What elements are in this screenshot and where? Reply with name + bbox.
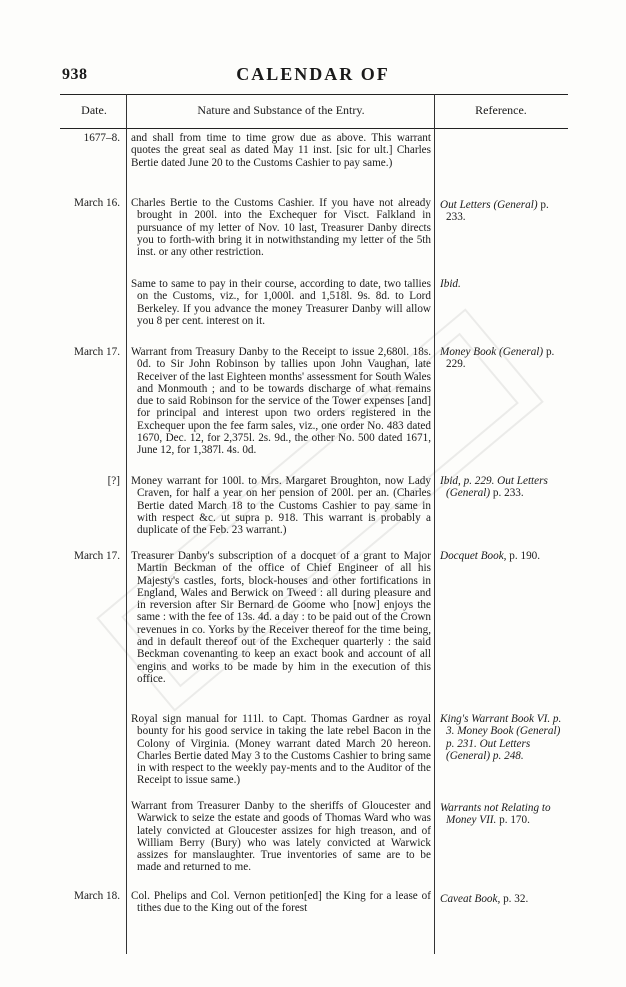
entry-text: and shall from time to time grow due as above. This warrant quotes the great seal as dated May 11 inst. [sic for ult.] Charles Bertie dated June 20 to the Customs Cashier to pay same.) bbox=[131, 132, 431, 169]
header-nature: Nature and Substance of the Entry. bbox=[197, 103, 365, 117]
ref-title: Ibid. bbox=[440, 278, 461, 290]
ref-title: King's Warrant Book VI. p. 3. Money Book (General) p. 231. Out Letters (General) p. 248. bbox=[440, 713, 562, 762]
entry-date: March 16. bbox=[74, 197, 120, 209]
entry-text: Royal sign manual for 111l. to Capt. Thomas Gardner as royal bounty for his good service in taking the late rebel Bacon in the Colony of Virginia. (Money warrant dated March 20 hereon. Charles Bertie dated May 3 to the Customs Cashier to bring same in with respect to the weekly pay-ments and to the Auditor of the Receipt to issue same.) bbox=[131, 713, 431, 787]
entry-reference bbox=[440, 550, 566, 562]
entry-reference bbox=[440, 475, 566, 500]
ref-page: p. 233. bbox=[490, 487, 524, 500]
entry-date: March 18. bbox=[74, 890, 120, 902]
entry-reference bbox=[440, 893, 566, 905]
page-number: 938 bbox=[62, 66, 88, 83]
ref-title: Docquet Book, bbox=[440, 550, 507, 562]
entry-reference bbox=[440, 278, 566, 290]
entry-date: 1677–8. bbox=[83, 132, 120, 144]
entry-text: Charles Bertie to the Customs Cashier. If you have not already brought in 200l. into the Exchequer for Visct. Falkland in pursuance of my letter of Nov. 10 last, Treasurer Danby directs you to forth-with bring it in notwithstanding my letter of the 5th inst. or any other restriction. bbox=[131, 197, 431, 259]
entry-date: March 17. bbox=[74, 346, 120, 358]
entry-reference bbox=[440, 713, 566, 762]
column-divider-2 bbox=[434, 94, 435, 954]
running-head: CALENDAR OF bbox=[236, 64, 390, 84]
ref-page: p. 233. bbox=[446, 199, 549, 224]
ref-page: p. 190. bbox=[506, 550, 541, 562]
column-divider-1 bbox=[126, 94, 127, 954]
ref-page: p. 170. bbox=[496, 814, 530, 827]
header-reference: Reference. bbox=[475, 103, 527, 117]
table-top-rule bbox=[60, 94, 568, 95]
entry-date: March 17. bbox=[74, 550, 120, 562]
ref-title: Out Letters (General) bbox=[440, 199, 538, 211]
entry-text: Treasurer Danby's subscription of a docquet of a grant to Major Martin Beckman of the office of Chief Engineer of all his Majesty's castles, forts, block-houses and other fortifications in England, Wales and Berwick on Tweed : all during pleasure and in reversion after Sir Bernard de Goome who [now] enjoys the same : with the fee of 13s. 4d. a day : to be paid out of the Crown revenues in co. Yorks by the Receiver thereof for the time being, and in default thereof out of the Exchequer quarterly : the said Beckman covenanting to keep an exact book and account of all engins and works to be made by him in the execution of this office. bbox=[131, 550, 431, 685]
table-header-rule bbox=[60, 128, 568, 129]
ref-title: Money Book (General) bbox=[440, 346, 544, 358]
entry-text: Warrant from Treasurer Danby to the sheriffs of Gloucester and Warwick to seize the estate and goods of Thomas Ward who was lately convicted at Gloucester assizes for high treason, and of William Berry (Bury) who was lately convicted at Warwick assizes for manslaughter. True inventories of same are to be made and returned to me. bbox=[131, 800, 431, 874]
ref-title: Caveat Book, bbox=[440, 893, 501, 905]
ref-title: Ibid, p. 229. Out Letters (General) bbox=[440, 475, 548, 500]
entry-reference bbox=[440, 346, 566, 371]
entry-reference bbox=[440, 199, 566, 224]
entry-text: Same to same to pay in their course, according to date, two tallies on the Customs, viz., for 1,000l. and 1,518l. 9s. 8d. to Lord Berkeley. If you advance the money Treasurer Danby will allow you 8 per cent. interest on it. bbox=[131, 278, 431, 327]
ref-page: p. 229. bbox=[446, 346, 555, 371]
ref-page: p. 32. bbox=[500, 893, 529, 905]
ref-title: Warrants not Relating to Money VII. bbox=[440, 802, 551, 827]
header-date: Date. bbox=[81, 103, 107, 117]
entry-reference bbox=[440, 802, 566, 827]
entry-text: Warrant from Treasury Danby to the Receipt to issue 2,680l. 18s. 0d. to Sir John Robinson by tallies upon John Vaughan, late Receiver of the last Eighteen months' assessment for South Wales and Monmouth ; and to be towards discharge of what remains due to said Robinson for the service of the Tower expenses [and] for principal and interest upon two orders registered in the Exchequer upon the fee farm sales, viz., one order No. 483 dated 1670, Dec. 12, for 2,375l. 2s. 9d., the other No. 500 dated 1671, June 12, for 1,387l. 4s. 0d. bbox=[131, 346, 431, 457]
entry-text: Money warrant for 100l. to Mrs. Margaret Broughton, now Lady Craven, for half a year on her pension of 200l. per an. (Charles Bertie dated March 18 to the Customs Cashier to pay same in with respect &c. ut supra p. 918. This warrant is probably a duplicate of the Feb. 23 warrant.) bbox=[131, 475, 431, 537]
entry-date: [?] bbox=[107, 475, 120, 487]
entry-text: Col. Phelips and Col. Vernon petition[ed] the King for a lease of tithes due to the King out of the forest bbox=[131, 890, 431, 915]
